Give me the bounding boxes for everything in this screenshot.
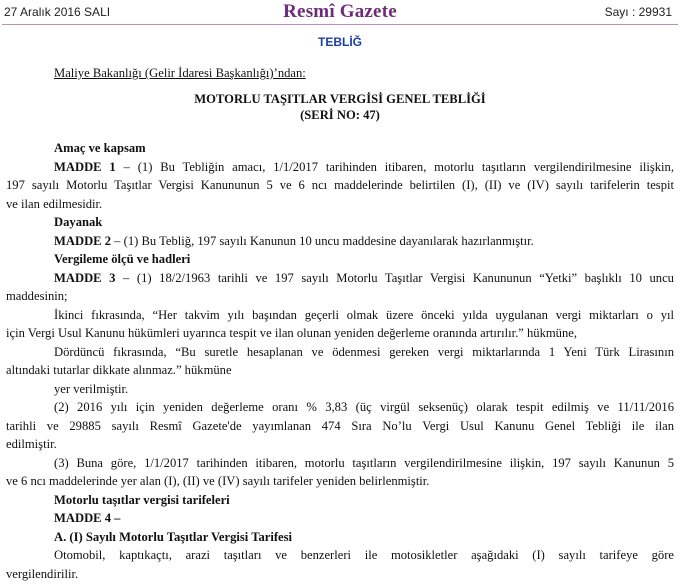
section-label: TEBLİĞ bbox=[318, 35, 362, 49]
section-heading: MADDE 4 – bbox=[54, 511, 121, 525]
authority-line bbox=[6, 65, 674, 81]
document-title: MOTORLU TAŞITLAR VERGİSİ GENEL TEBLİĞİ bbox=[194, 92, 486, 106]
article-text: – (1) 18/2/1963 tarihli ve 197 sayılı Motorlu Taşıtlar Vergisi Kanununun “Yetki” başlıklı 10 uncu bbox=[115, 270, 674, 285]
header-divider bbox=[2, 24, 678, 25]
article-text: – (1) Bu Tebliğ, 197 sayılı Kanunun 10 uncu maddesine dayanılarak hazırlanmıştır. bbox=[111, 233, 534, 248]
body-text-line: vergilendirilir. bbox=[6, 566, 79, 581]
article-number: MADDE 2 bbox=[54, 233, 112, 248]
body-text-line: edilmiştir. bbox=[6, 437, 57, 451]
document-series: (SERİ NO: 47) bbox=[300, 108, 380, 122]
body-text-line: 197 sayılı Motorlu Taşıtlar Vergisi Kanununun 5 ve 6 ncı maddelerinde belirtilen (I), (II) ve (IV) sayılı tarifelerin tespit bbox=[6, 178, 674, 192]
body-text-line: maddesinin; bbox=[6, 289, 68, 303]
body-text-line: Dördüncü fıkrasında, “Bu suretle hesaplanan ve ödenmesi gereken vergi miktarlarında 1 Yeni Türk Lirasının bbox=[54, 344, 674, 359]
body-text-line: ve 6 ncı maddelerinde yer alan (I), (II) ve (IV) sayılı tarifeler yeniden belirlenmiştir. bbox=[6, 474, 430, 488]
body-text-line: ve ilan edilmesidir. bbox=[6, 196, 103, 211]
header-date: 27 Aralık 2016 SALI bbox=[4, 5, 111, 19]
section-heading: Amaç ve kapsam bbox=[54, 141, 146, 155]
section-heading: A. (I) Sayılı Motorlu Taşıtlar Vergisi Tarifesi bbox=[54, 529, 293, 544]
body-text-line: İkinci fıkrasında, “Her takvim yılı başından geçerli olmak üzere önceki yılda uygulanan vergi miktarları o yıl bbox=[54, 307, 674, 322]
body-text-line: Otomobil, kaptıkaçtı, arazi taşıtları ve benzerleri ile motosikletler aşağıdaki (I) sayılı tarifeye göre bbox=[54, 548, 674, 562]
body-text-line bbox=[6, 270, 674, 286]
body-text-line bbox=[6, 159, 674, 175]
section-heading: Dayanak bbox=[54, 215, 103, 229]
gazette-title: Resmî Gazete bbox=[283, 1, 397, 22]
body-text-line: (3) Buna göre, 1/1/2017 tarihinden itibaren, motorlu taşıtların vergilendirilmesine ilişkin, 197 sayılı Kanunun 5 bbox=[54, 455, 674, 470]
body-text-line: için Vergi Usul Kanunu hükümleri uyarınca tespit ve ilan olunan yeniden değerleme oranında artırılır.” hükmüne, bbox=[6, 326, 577, 340]
body-text-line: yer verilmiştir. bbox=[54, 381, 129, 396]
article-number: MADDE 1 bbox=[54, 159, 116, 174]
section-heading: Vergileme ölçü ve hadleri bbox=[54, 252, 191, 266]
body-text-line: tarihli ve 29885 sayılı Resmî Gazete'de yayımlanan 474 Sıra No’lu Vergi Usul Kanunu Genel Tebliği ile ilan bbox=[6, 418, 674, 433]
body-text-line: altındaki tutarlar dikkate alınmaz.” hükmüne bbox=[6, 363, 232, 377]
authority-text: Maliye Bakanlığı (Gelir İdaresi Başkanlığı)’ndan: bbox=[54, 66, 306, 80]
section-heading: Motorlu taşıtlar vergisi tarifeleri bbox=[54, 492, 230, 507]
gazette-header bbox=[0, 0, 680, 24]
article-text: – (1) Bu Tebliğin amacı, 1/1/2017 tarihinden itibaren, motorlu taşıtların vergilendirilmesine ilişkin, bbox=[115, 159, 674, 174]
body-text-line: (2) 2016 yılı için yeniden değerleme oranı % 3,83 (üç virgül seksenüç) olarak tespit edilmiş ve 11/11/2016 bbox=[54, 400, 674, 414]
article-number: MADDE 3 bbox=[54, 270, 116, 285]
body-text-line bbox=[6, 233, 674, 249]
header-issue-number: Sayı : 29931 bbox=[604, 5, 672, 19]
